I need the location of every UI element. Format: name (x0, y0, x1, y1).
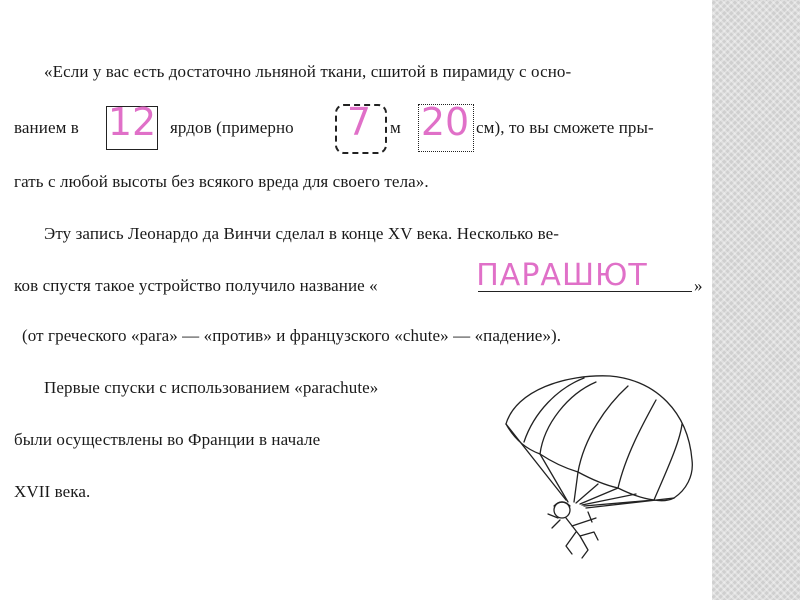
p1-line1: «Если у вас есть достаточно льняной ткани, сшитой в пирамиду с осно- (44, 62, 572, 81)
p2-line3: (от греческого «para» — «против» и французского «chute» — «падение»). (22, 326, 562, 345)
parachutist-body (566, 518, 598, 540)
p1-line3: гать с любой высоты без всякого вреда для своего тела». (14, 172, 429, 191)
p1-line2-a: ванием в (14, 118, 79, 137)
canopy-outline (506, 376, 692, 498)
centimeters-answer: 20 (420, 100, 470, 144)
parachutist-illustration (488, 372, 698, 564)
p2-line2-a: ков спустя такое устройство получило название « (14, 276, 378, 295)
p3-line1: Первые спуски с использованием «parachute» (44, 378, 379, 397)
p3-line3: XVII века. (14, 482, 91, 501)
decorative-side-band (712, 0, 800, 600)
yards-answer: 12 (107, 100, 157, 144)
p1-line2-b: ярдов (примерно (170, 118, 294, 137)
p1-line2-c: м (390, 118, 401, 137)
p2-line2-b: » (694, 276, 703, 295)
meters-answer: 7 (346, 100, 372, 144)
p2-line1: Эту запись Леонардо да Винчи сделал в конце XV века. Несколько ве- (44, 224, 560, 243)
p3-line2: были осуществлены во Франции в начале (14, 430, 321, 449)
p1-line2-d: см), то вы сможете пры- (476, 118, 654, 137)
device-name-answer: ПАРАШЮТ (476, 258, 648, 293)
